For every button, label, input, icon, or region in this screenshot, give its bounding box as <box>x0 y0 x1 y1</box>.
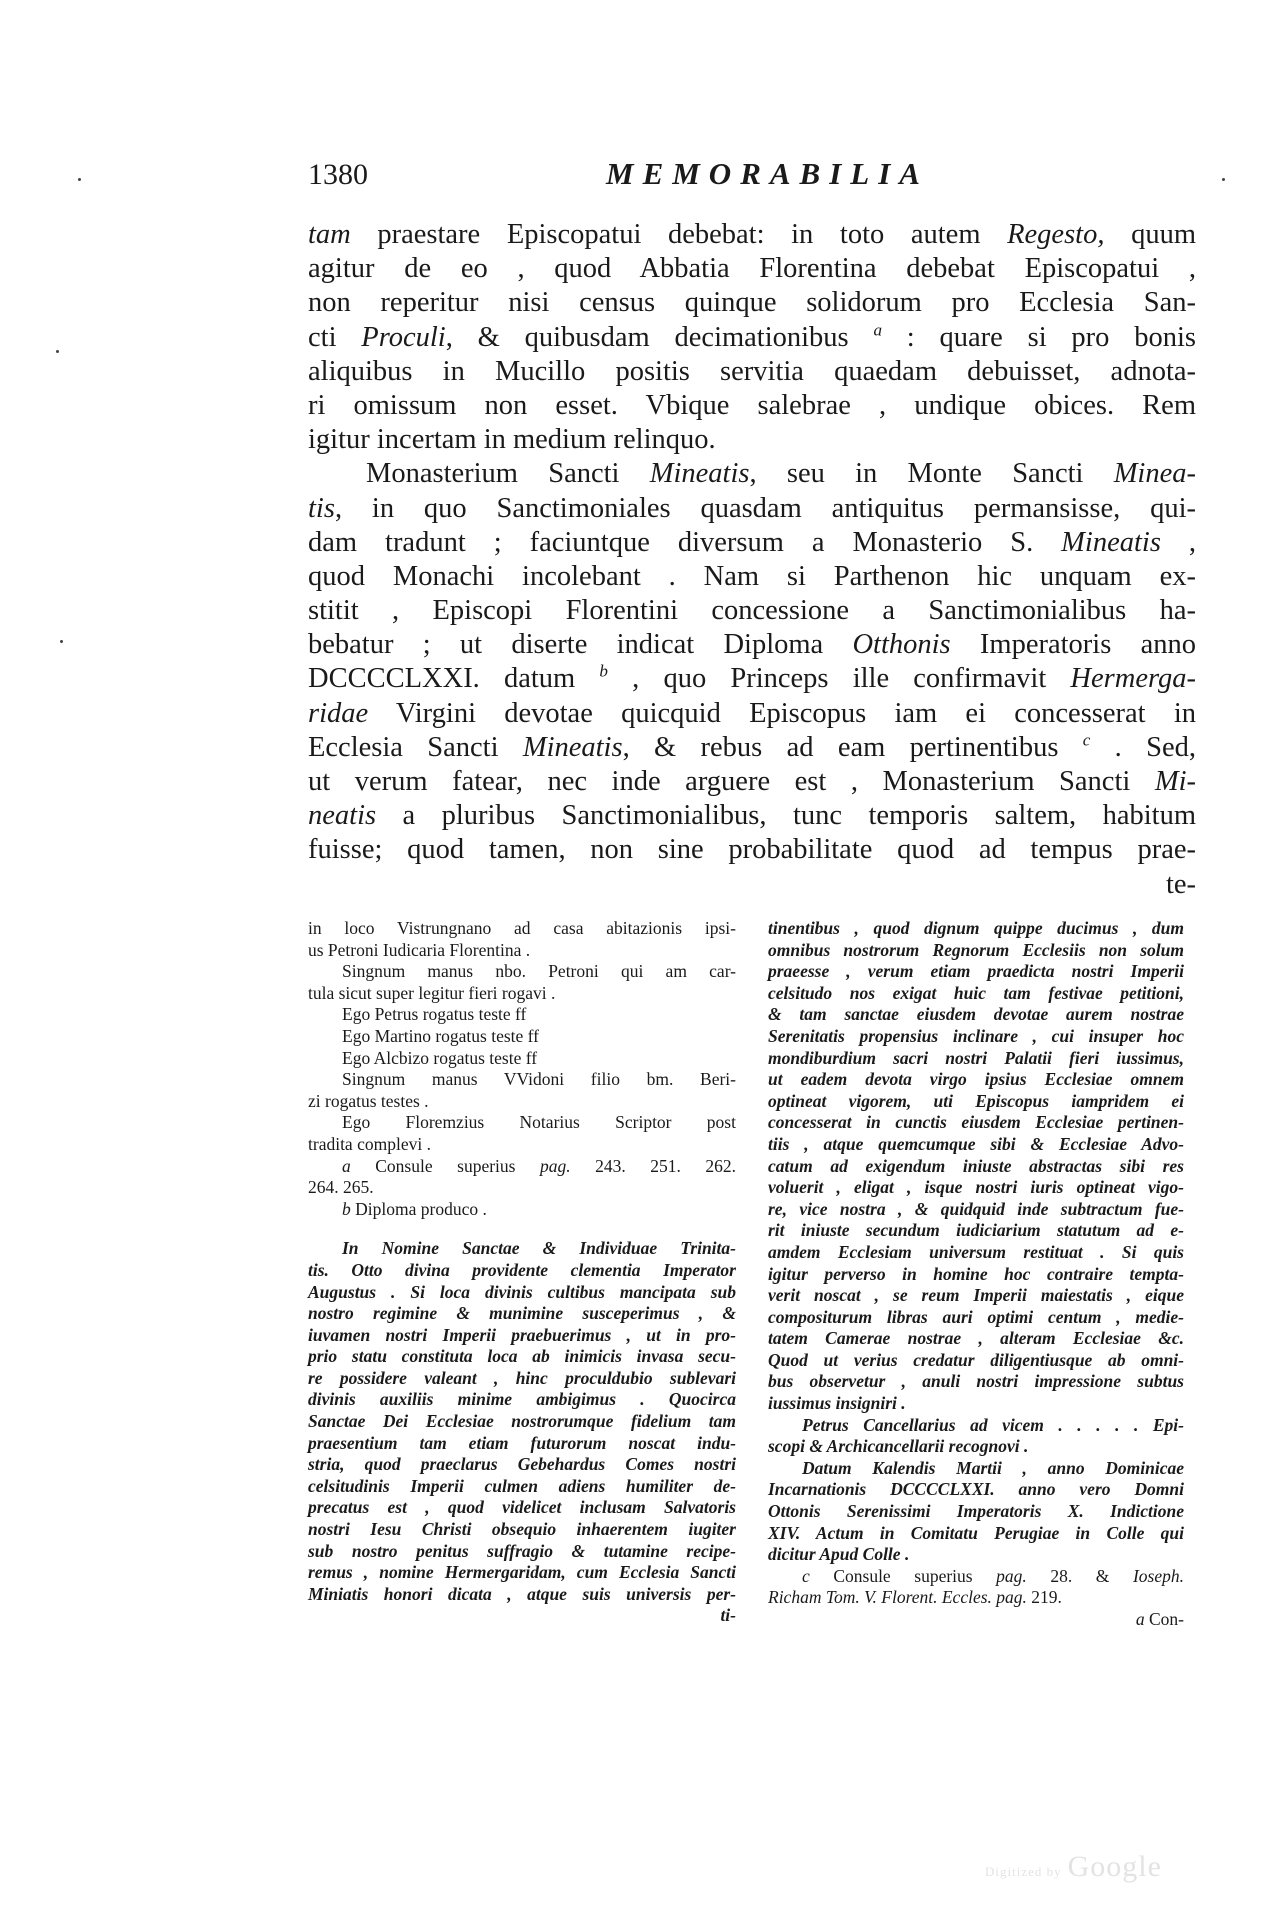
text-run: Virgini devotae quicquid Episcopus iam ei concesserat in <box>368 697 1196 729</box>
text-line <box>768 1566 1184 1588</box>
text-run: Datum Kalendis Martii , anno Dominicae <box>802 1457 1184 1478</box>
text-run: Imperatoris anno <box>950 629 1196 661</box>
text-line <box>768 1371 1184 1393</box>
text-line <box>308 1260 736 1282</box>
text-run: celsitudo nos exigat huic tam festivae petitioni, <box>768 982 1184 1003</box>
text-run: : quare si pro bonis <box>882 321 1196 353</box>
text-run: Singnum manus VVidoni filio bm. Beri- <box>342 1069 736 1090</box>
text-run: , & quibusdam decimationibus <box>445 321 874 353</box>
text-line <box>308 389 1196 423</box>
text-run: in loco Vistrungnano ad casa abitazionis ipsi- <box>308 918 736 938</box>
text-line <box>768 1134 1184 1156</box>
italic-run: a <box>1135 1609 1145 1629</box>
text-run: scopi & Archicancellarii recognovi . <box>768 1436 1029 1457</box>
text-line <box>768 1048 1184 1070</box>
italic-run: pag. <box>539 1155 571 1176</box>
text-run: Augustus . Si loca divinis cultibus mancipata sub <box>308 1281 736 1302</box>
text-line <box>768 1177 1184 1199</box>
text-line <box>308 799 1196 833</box>
text-line <box>308 1004 736 1026</box>
watermark-prefix: Digitized by <box>985 1864 1062 1879</box>
text-run: Serenitatis propensius inclinare , cui insuper hoc <box>768 1025 1184 1046</box>
text-run: tis. Otto divina providente clementia Imperator <box>308 1259 736 1280</box>
text-run: bebatur ; ut diserte indicat Diploma <box>308 629 853 661</box>
text-run: iuvamen nostri Imperii praebuerimus , ut in pro- <box>308 1324 736 1345</box>
text-run: sub nostro penitus suffragio & tutamine recipe- <box>308 1540 736 1561</box>
text-line <box>308 1112 736 1134</box>
italic-run: Otthonis <box>852 629 951 661</box>
text-run: tatem Camerae nostrae , alteram Ecclesiae &c. <box>768 1328 1184 1349</box>
text-line <box>308 1433 736 1455</box>
text-run: ut eadem devota virgo ipsius Ecclesiae omnem <box>768 1069 1184 1090</box>
text-run: quod Monachi incolebant . Nam si Parthenon hic unquam ex- <box>308 560 1196 592</box>
text-run: tiis , atque quemcumque sibi & Ecclesiae Advo- <box>768 1133 1184 1154</box>
text-run: , & rebus ad eam pertinentibus <box>622 731 1083 763</box>
text-line <box>768 1112 1184 1134</box>
running-title: MEMORABILIA <box>606 156 929 191</box>
text-line <box>768 1523 1184 1545</box>
main-text-body <box>308 218 1196 902</box>
text-line <box>308 492 1196 526</box>
text-run: In Nomine Sanctae & Individuae Trinita- <box>342 1238 736 1259</box>
text-line <box>768 1026 1184 1048</box>
italic-run: Minea- <box>1113 458 1196 490</box>
italic-run: tis <box>308 492 335 524</box>
text-line <box>308 833 1196 867</box>
text-line <box>768 1436 1184 1458</box>
text-line <box>308 560 1196 594</box>
text-line <box>768 1393 1184 1415</box>
text-run: 219. <box>1026 1587 1062 1608</box>
text-line <box>308 697 1196 731</box>
text-line <box>308 1584 736 1606</box>
italic-run: tam <box>308 219 351 250</box>
text-line <box>308 457 1196 491</box>
text-line <box>308 1368 736 1390</box>
text-line <box>308 961 736 983</box>
italic-run: Mineatis <box>522 731 623 763</box>
text-run: tradita complevi . <box>308 1133 431 1154</box>
text-run: divinis auxiliis minime ambigimus . Quocirca <box>308 1389 736 1410</box>
text-run: aliquibus in Mucillo positis servitia quaedam debuisset, adnota- <box>308 355 1196 387</box>
text-line <box>768 1458 1184 1480</box>
text-line <box>308 1476 736 1498</box>
text-line <box>768 1199 1184 1221</box>
text-run: Consule superius <box>809 1565 997 1586</box>
text-run: praesentium tam etiam futurorum noscat indu- <box>308 1432 736 1453</box>
text-line <box>768 940 1184 962</box>
text-run: omnibus nostrorum Regnorum Ecclesiis non solum <box>768 939 1184 960</box>
italic-run: Hermerga- <box>1070 663 1196 695</box>
text-line <box>768 1350 1184 1372</box>
text-run: stria, quod praeclarus Gebehardus Comes nostri <box>308 1454 736 1475</box>
text-line <box>768 1501 1184 1523</box>
text-line <box>308 765 1196 799</box>
text-line <box>768 1587 1184 1609</box>
italic-run: Mineatis <box>1061 526 1161 558</box>
text-run: nostri Iesu Christi obsequio inhaerentem iugiter <box>308 1519 736 1540</box>
footnote-marker: b <box>599 661 608 681</box>
text-run: Ego Floremzius Notarius Scriptor post <box>342 1112 736 1133</box>
text-run: XIV. Actum in Comitatu Perugiae in Colle qui <box>768 1522 1184 1543</box>
text-run: te- <box>1165 868 1196 900</box>
footnote-marker: c <box>1082 730 1091 750</box>
text-line <box>308 1346 736 1368</box>
italic-run: Regesto, <box>1007 219 1105 250</box>
text-line <box>308 1541 736 1563</box>
text-run: ti- <box>720 1605 736 1626</box>
text-run: igitur incertam in medium relinquo. <box>308 424 716 456</box>
text-line <box>768 918 1184 940</box>
italic-run: Richam Tom. V. Florent. Eccles. pag. <box>768 1587 1027 1608</box>
footnote-marker: a <box>873 320 882 340</box>
text-run: compositurum libras auri optimi centum , medie- <box>768 1306 1184 1327</box>
text-run: celsitudinis Imperii culmen adiens humiliter de- <box>308 1475 736 1496</box>
text-run: ri omissum non esset. Vbique salebrae , undique obices. Rem <box>308 389 1196 421</box>
text-run: Singnum manus nbo. Petroni qui am car- <box>342 961 736 982</box>
text-line <box>308 1177 736 1199</box>
text-run: ut verum fatear, nec inde arguere est , Monasterium Sancti <box>308 766 1155 797</box>
text-line <box>308 1238 736 1260</box>
text-line <box>768 1091 1184 1113</box>
italic-run: Mi- <box>1154 766 1196 797</box>
text-line <box>308 1389 736 1411</box>
text-line <box>308 1156 736 1178</box>
text-run: tula sicut super legitur fieri rogavi . <box>308 982 556 1003</box>
scan-speck <box>78 178 81 181</box>
text-run: . Sed, <box>1090 731 1196 763</box>
text-line <box>308 1325 736 1347</box>
text-line <box>308 983 736 1005</box>
text-run: , quo Princeps ille confirmavit <box>607 663 1071 695</box>
text-run: , seu in Monte Sancti <box>749 458 1114 490</box>
text-run: Ecclesia Sancti <box>308 731 523 763</box>
text-line <box>308 1562 736 1584</box>
text-line <box>768 1242 1184 1264</box>
text-run: bus observetur , anuli nostri impressione subtus <box>768 1371 1184 1392</box>
italic-run: Proculi <box>361 321 446 353</box>
text-line <box>308 1411 736 1433</box>
digitized-watermark <box>985 1850 1162 1884</box>
text-run: Ego Martino rogatus teste ff <box>342 1025 539 1046</box>
text-run: zi rogatus testes . <box>308 1090 429 1111</box>
text-run: , <box>1160 526 1197 558</box>
text-line <box>768 1415 1184 1437</box>
italic-run: b <box>342 1198 351 1219</box>
text-run: precatus est , quod videlicet inclusam Salvatoris <box>308 1497 736 1518</box>
text-line <box>768 1285 1184 1307</box>
text-run: a pluribus Sanctimonialibus, tunc temporis saltem, habitum <box>376 800 1196 832</box>
text-run: voluerit , eligat , isque nostri iuris optineat vigo- <box>768 1177 1184 1198</box>
text-run: non reperitur nisi census quinque solidorum pro Ecclesia San- <box>308 287 1196 319</box>
text-run: tinentibus , quod dignum quippe ducimus , dum <box>768 918 1184 938</box>
text-line <box>768 1069 1184 1091</box>
text-line <box>768 983 1184 1005</box>
text-line <box>768 1220 1184 1242</box>
text-run: rit iniuste secundum iudiciarium statutum ad e- <box>768 1220 1184 1241</box>
text-run: Petrus Cancellarius ad vicem . . . . . Epi- <box>802 1414 1184 1435</box>
italic-run: pag. <box>996 1565 1027 1586</box>
text-line <box>308 1091 736 1113</box>
text-run: verit noscat , se reum Imperii maiestatis , eique <box>768 1285 1184 1306</box>
text-line <box>308 218 1196 252</box>
text-run: Miniatis honori dicata , atque suis universis per- <box>308 1583 736 1604</box>
text-run: iussimus insigniri . <box>768 1393 906 1414</box>
text-line <box>308 1069 736 1091</box>
text-run: fuisse; quod tamen, non sine probabilitate quod ad tempus prae- <box>308 834 1196 866</box>
text-line <box>308 594 1196 628</box>
footnotes-left-column <box>308 918 736 1627</box>
text-run: dam tradunt ; faciuntque diversum a Monasterio S. <box>308 526 1062 558</box>
italic-run: Ioseph. <box>1132 1565 1184 1586</box>
scan-speck <box>1222 178 1225 181</box>
italic-run: neatis <box>308 800 377 832</box>
text-run: prio statu constituta loca ab inimicis invasa secu- <box>308 1346 736 1367</box>
text-run: agitur de eo , quod Abbatia Florentina debebat Episcopatui , <box>308 253 1196 285</box>
text-line <box>768 1004 1184 1026</box>
watermark-brand: Google <box>1067 1850 1162 1883</box>
text-line <box>308 918 736 940</box>
text-run: optineat vigorem, uti Episcopus iampridem ei <box>768 1090 1184 1111</box>
text-run: Monasterium Sancti <box>366 458 650 490</box>
text-line <box>308 1134 736 1156</box>
italic-run: c <box>802 1565 810 1586</box>
text-line <box>308 868 1196 902</box>
text-run: quum <box>1104 219 1197 250</box>
text-run: nostro regimine & munimine susceperimus , & <box>308 1303 736 1324</box>
text-line <box>308 1048 736 1070</box>
text-run: catum ad exigendum iniuste abstractas sibi res <box>768 1155 1184 1176</box>
text-run: Ego Alcbizo rogatus teste ff <box>342 1047 538 1068</box>
text-run: 264. 265. <box>308 1177 374 1198</box>
text-run: Diploma produco . <box>350 1198 487 1219</box>
text-line <box>308 1605 736 1627</box>
text-line <box>308 940 736 962</box>
text-line <box>308 526 1196 560</box>
text-line <box>768 1156 1184 1178</box>
italic-run: a <box>342 1155 351 1176</box>
text-run: Quod ut verius credatur diligentiusque ab omni- <box>768 1349 1184 1370</box>
text-run: stitit , Episcopi Florentini concessione a Sanctimonialibus ha- <box>308 595 1196 627</box>
text-line <box>308 662 1196 696</box>
text-line <box>768 1307 1184 1329</box>
text-run: mondiburdium sacri nostri Palatii fieri iussimus, <box>768 1047 1184 1068</box>
text-run: Ottonis Serenissimi Imperatoris X. Indictione <box>768 1501 1184 1522</box>
text-line <box>308 286 1196 320</box>
text-line <box>308 423 1196 457</box>
text-run: remus , nomine Hermergaridam, cum Ecclesia Sancti <box>308 1562 736 1583</box>
text-run: 243. 251. 262. <box>570 1155 736 1176</box>
text-line <box>308 252 1196 286</box>
text-run: DCCCCLXXI. datum <box>308 663 600 695</box>
scan-speck <box>60 640 63 643</box>
text-line <box>308 1282 736 1304</box>
text-line <box>768 1479 1184 1501</box>
text-run: Ego Petrus rogatus teste ff <box>342 1004 527 1025</box>
text-line <box>768 961 1184 983</box>
footnotes-right-column <box>768 918 1184 1631</box>
text-line <box>768 1328 1184 1350</box>
text-run: Sanctae Dei Ecclesiae nostrorumque fidelium tam <box>308 1411 736 1432</box>
text-line <box>308 1026 736 1048</box>
text-run: praestare Episcopatui debebat: in toto autem <box>350 219 1008 250</box>
text-line <box>768 1544 1184 1566</box>
text-run: Incarnationis DCCCCLXXI. anno vero Domni <box>768 1479 1184 1500</box>
text-run: Con- <box>1144 1609 1184 1629</box>
scan-speck <box>56 350 59 353</box>
text-run: Consule superius <box>350 1155 540 1176</box>
text-run: cti <box>308 321 362 353</box>
text-line <box>308 1199 736 1221</box>
text-run: amdem Ecclesiam universum restituat . Si quis <box>768 1241 1184 1262</box>
text-run: & tam sanctae eiusdem devotae aurem nostrae <box>768 1004 1184 1025</box>
text-run: praeesse , verum etiam praedicta nostri Imperii <box>768 961 1184 982</box>
text-line <box>308 355 1196 389</box>
text-run: re, vice nostra , & quidquid inde subtractum fue- <box>768 1198 1184 1219</box>
text-line <box>308 1303 736 1325</box>
italic-run: ridae <box>308 697 369 729</box>
text-run: 28. & <box>1026 1565 1133 1586</box>
text-line <box>768 1609 1184 1631</box>
text-run: us Petroni Iudicaria Florentina . <box>308 939 531 960</box>
page-number: 1380 <box>308 158 368 191</box>
text-line <box>308 1497 736 1519</box>
text-run: concesserat in cunctis eiusdem Ecclesiae pertinen- <box>768 1112 1184 1133</box>
text-line <box>308 731 1196 765</box>
text-line <box>308 321 1196 355</box>
italic-run: Mineatis <box>649 458 750 490</box>
text-run: igitur perverso in homine hoc contraire tempta- <box>768 1263 1184 1284</box>
text-line <box>308 1454 736 1476</box>
text-run: dicitur Apud Colle . <box>768 1544 910 1565</box>
text-line <box>308 628 1196 662</box>
text-line <box>768 1264 1184 1286</box>
text-run: , in quo Sanctimoniales quasdam antiquitus permansisse, qui- <box>334 492 1196 524</box>
text-line <box>308 1519 736 1541</box>
block-gap <box>308 1220 736 1238</box>
text-run: re possidere valeant , hinc proculdubio sublevari <box>308 1367 736 1388</box>
